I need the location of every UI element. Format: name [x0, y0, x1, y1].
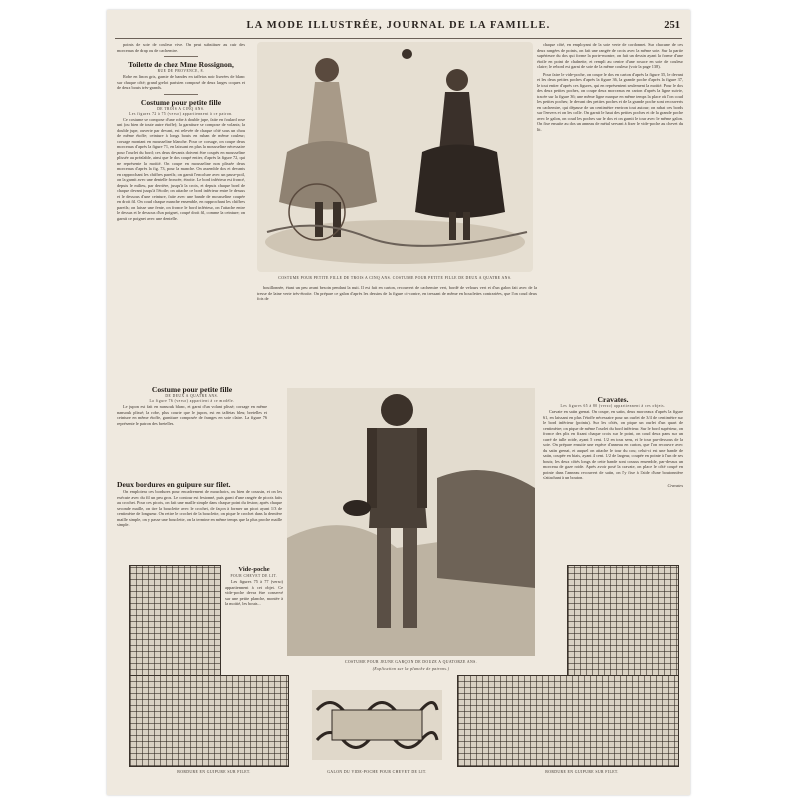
bordures-text: On emploiera ces bordures pour encadrement de mouchoirs, ou bien de coussin, et on les exécute avec du fil un peu gros. Le contour est festonné, puis garni d'une rangée de picots faits au crochet. Pour ces picots, on fait une maille simple dans chaque point du feston; après chaque seconde maille, on tire la bouclette avec le crochet, de façon à former un picot ayant 1/3 de centimètre de longueur. On retire le crochet de la bouclette, on pique le crochet dans la dernière maille simple, on y passe une bouclette, on la termine en même temps que la plus proche maille simple. [117, 489, 282, 527]
toilette-heading: Toilette de chez Mme Rossignon, [128, 60, 234, 69]
bordures-block [117, 480, 282, 560]
cravates-heading: Cravates. [597, 395, 629, 404]
vide-poche-instructions: Pour faire le vide-poche, on coupe le dos en carton d'après la figure 35, le devant et les deux petites poches d'après la figure 36, la grande poche d'après la figure 37, le tout entier d'après ces figures, qui en représentent seulement la moitié. Pour le dos des deux petites poches, on coupe deux morceaux en carton d'après la ligne suivie, tracée sur la figure 36; une même ligne marque en même temps la place où l'on coud les petites poches; le devant des petites poches et de la grande poche sont recouverts en cachemire, qui dépasse de un centimètre environ tout autour; on rabat ces bords sur l'envers et on les colle. On garnit le haut des petites poches et de la grande poche avec le galon, on coud les poches sur le dos et on garnit le tour avec le même galon. On fixe ensuite au dos un anneau de métal servant à fixer le vide-poche au chevet du lit. [537, 71, 683, 132]
divider [164, 94, 198, 95]
costume2-text: Le jupon est fait en nansouk blanc, et garni d'un volant plissé; corsage en même nansouk plissé; la robe, plus courte que le jupon, est en taffetas bleu; bretelles et ceinture en même étoffe, garniture composée de franges en soie claire. La figure 76 représente le patron des bretelles. [117, 404, 267, 426]
galon-engraving [312, 690, 442, 760]
right-top-text: chaque côté, en employant de la soie verte de cordonnet. Sur chacune de ces deux rangées de points, on fait une rangée de croix avec la même soie. Sur la partie supérieure du dos qui forme la porte-montre, on fait un dessin ayant la forme d'une étoile en point de chaînette, et rempli au centre d'une rosace en soie de couleur claire; le rebord est garni de soie de la même couleur (voir la page 138). [537, 42, 683, 69]
vide-poche-sub: POUR CHEVET DE LIT. [230, 574, 278, 578]
cravates-text: Cravate en satin grenat. On coupe, en satin, deux morceaux d'après la figure 61, en laissant en plus l'étoffe nécessaire pour un ourlet de 3/4 de centimètre sur le bord inférieur (pointu). Sur les côtés, on pique un ourlet d'un quart de centimètre; on pique de même l'ourlet du bord inférieur. Sur le bord supérieur, on fronce des plis en fixant chaque croix sur le point, on coud deux pans sur un carré de tulle roide, ayant 5 cent. 1/2 en tous sens, et le tour par-dessous de la soie. On prépare ensuite une espèce d'anneau en carton, que l'on recouvre avec du satin grenat, et auquel on attache le tour du cou; celui-ci est une bande de satin, coupée en biais, ayant 4 cent. 1/2 de largeur, coupée en pointe à l'un de ses bouts; les deux côtés longs de cette bande sont cousus ensemble, par-dessus un morceau de gaze roide. Après avoir posé la cravate, on place le côté coupé en pointe dans l'anneau recouvert de satin, on l'y fixe à l'aide d'une boutonnière s'attachant à un bouton. [543, 409, 683, 480]
lace-border-right-horizontal [457, 675, 679, 767]
toilette-address: RUE DE PROVENCE, 8. [157, 69, 205, 73]
galon-illustration [312, 690, 442, 760]
vide-poche-heading: Vide-poche [238, 566, 270, 573]
page-number: 251 [664, 20, 680, 31]
center-caption-2: (Explication sur la planche de patrons.) [372, 667, 450, 671]
costume2-block [117, 385, 267, 485]
caption-bordure-left: BORDURE EN GUIPURE SUR FILET. [177, 770, 251, 774]
bordures-heading: Deux bordures en guipure sur filet. [117, 480, 231, 489]
lace-border-left-horizontal [129, 675, 289, 767]
caption-bordure-right: BORDURE EN GUIPURE SUR FILET. [545, 770, 619, 774]
cravates-note: Les figures 65 à 80 (verso) appartiennent à ces objets. [560, 404, 666, 408]
costume1-age: DE TROIS A CINQ ANS. [157, 106, 205, 111]
costume2-note: La figure 76 (verso) appartient à ce modèle. [149, 399, 235, 403]
boy-engraving [287, 388, 535, 656]
right-column-top [537, 42, 683, 387]
header-rule [115, 38, 682, 39]
caption-galon: GALON DU VIDE-POCHE POUR CHEVET DE LIT. [327, 770, 427, 774]
center-boy-illustration [287, 388, 535, 656]
vide-poche-text: Les figures 75 à 77 (verso) appartiennent à cet objet. Ce vide-poche devra être conservé sur une petite planche, montée à la moitié, les bouts... [225, 579, 283, 606]
costume1-note: Les figures 72 à 75 (verso) appartiennent à ce patron. [129, 111, 233, 116]
toilette-text: Robe en linon gris, garnie de bandes en taffetas noir liserées de blanc sur chaque côté; grand grelot parisien composé de deux larges coques et de deux bouts très-grands. [117, 74, 245, 90]
middle-text: bouillonnée, étant un peu avant besoin pendant la nuit. Il est fait en carton, recouvert de cachemire vert, bordé de velours vert et d'un galon fait avec de la tresse de laine verte très-étroite. On prépare ce galon d'après les dessins de la figure ci-contre, en tressant de même en bouclettes contrariées, que l'on coud deux fois de [257, 285, 537, 301]
center-caption-1: COSTUME POUR JEUNE GARÇON DE DOUZE A QUATORZE ANS. [344, 660, 478, 664]
journal-title: LA MODE ILLUSTRÉE, JOURNAL DE LA FAMILLE. [246, 20, 551, 31]
costume1-heading: Costume pour petite fille [140, 97, 222, 107]
intro-paragraph: points de soie de couleur vive. On peut substituer au cuir des morceaux de drap ou de cachemire. [117, 42, 245, 53]
cravates-signature: Cravates [667, 482, 683, 488]
divider [164, 56, 198, 57]
top-fashion-illustration [257, 42, 533, 272]
costume2-age: DE DEUX A QUATRE ANS. [165, 394, 219, 398]
costume2-heading: Costume pour petite fille [151, 385, 233, 394]
middle-text-strip [257, 285, 537, 390]
girls-engraving [257, 42, 533, 272]
costume1-text: Ce costume se compose d'une robe à double jupe, faite en foulard rose uni (ou bien de toute autre étoffe); la garniture se compose de volants; la double jupe, ouverte par devant, est relevée de chaque côté sous un chou de même étoffe; ceinture à longs bouts en ruban de même couleur; corsage montant en mousseline blanche. Pour ce corsage, on coupe deux morceaux d'après la figure 71, en laissant en plus la mousseline nécessaire pour l'ourlet du bord; ces deux devants doivent être coupés en mousseline plissée au préalable, ainsi que le dos coupé entier, d'après la figure 72, qui ne représente la moitié. On coupe en mousseline non plissée deux morceaux d'après la fig. 73, pour la manche. On assemble dos et devants en rapprochant les chiffres pareils; on garnit l'encolure avec un passe-poil, on la garnit avec une dentelle froncée, étroite. Le bord inférieur est froncé, depuis le milieu, par derrière, jusqu'à la croix, et depuis chaque bord de chaque devant jusqu'à l'étoile; on attache ce bord inférieur entre le dessus et le dessous d'une ceinture, faite avec une bande de mousseline coupée en droit fil. On coud chaque manche ensemble, en rapprochant les chiffres pareils; on laisse une fente, on fronce le bord inférieur, on l'attache entre le dessus et le dessous d'un poignet, coupé droit fil, comme la ceinture; on garnit ce poignet avec une dentelle. [117, 116, 245, 221]
page-header [107, 20, 690, 34]
top-illustration-caption: COSTUME POUR PETITE FILLE DE TROIS A CINQ ANS. COSTUME POUR PETITE FILLE DE DEUX A QUATRE ANS. [278, 276, 512, 280]
magazine-page [107, 10, 690, 795]
vide-poche-block [225, 565, 283, 665]
